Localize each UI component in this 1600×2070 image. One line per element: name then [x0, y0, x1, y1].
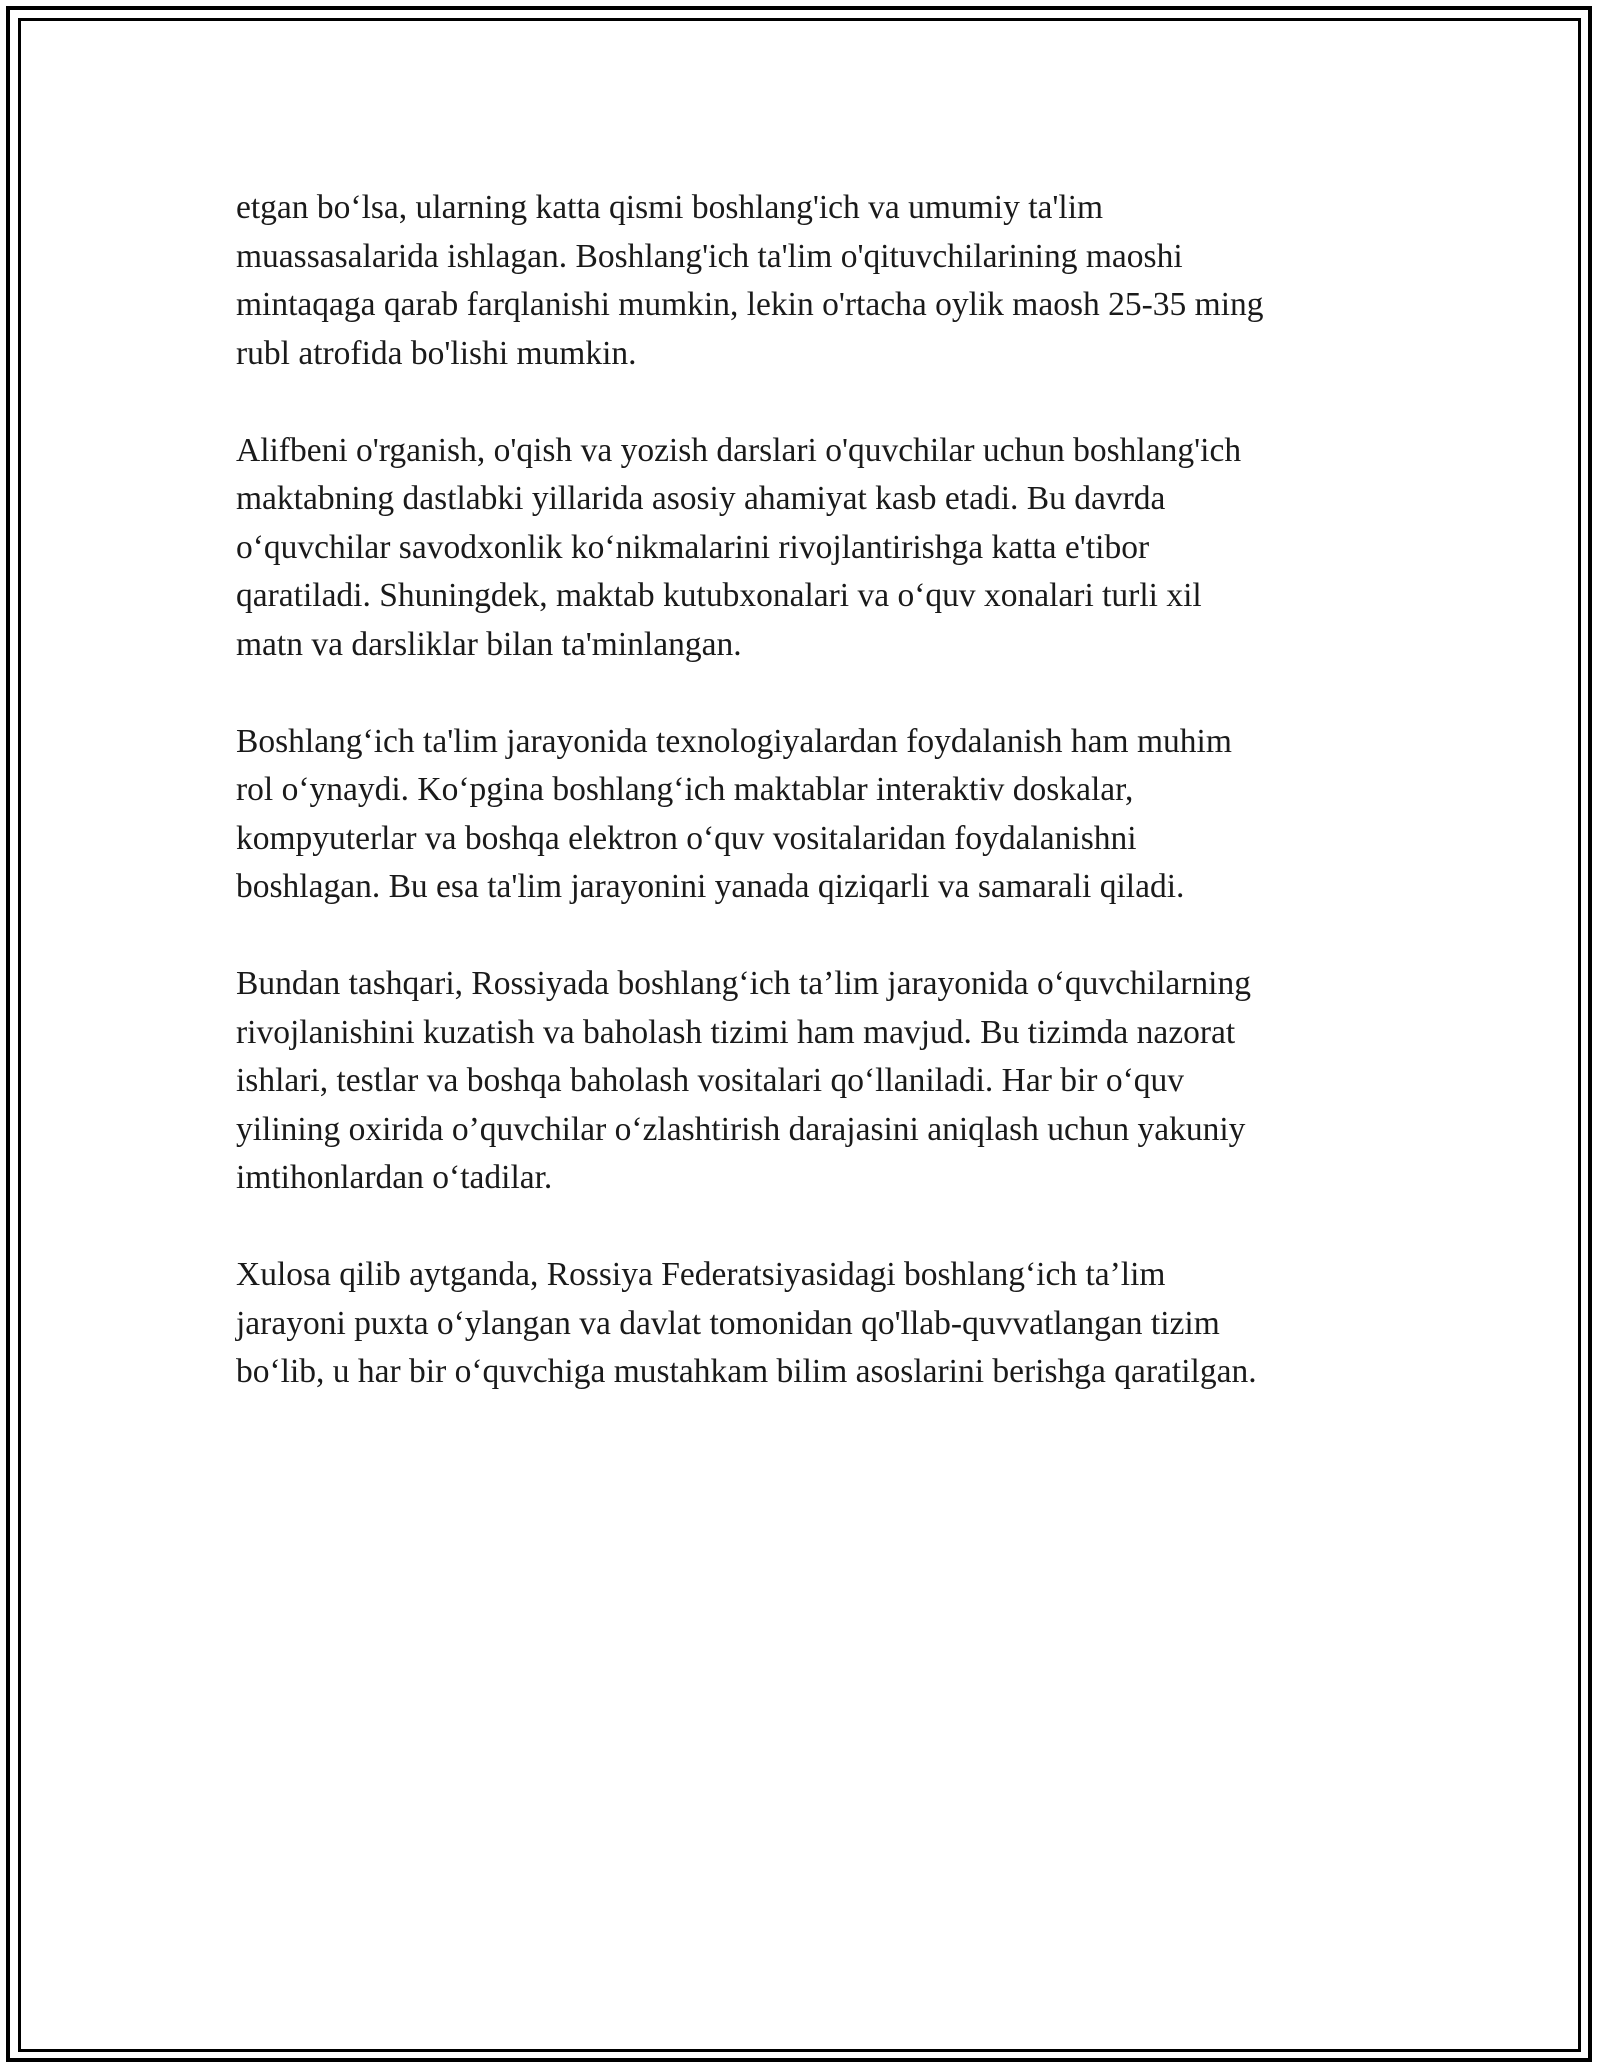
- paragraph-assessment: Bundan tashqari, Rossiyada boshlang‘ich ta’lim jarayonida o‘quvchilarning rivojlanishini kuzatish va baholash tizimi ham mavjud. Bu tizimda nazorat ishlari, testlar va boshqa baholash vositalari qo‘llaniladi. Har bir o‘quv yilining oxirida o’quvchilar o‘zlashtirish darajasini aniqlash uchun yakuniy imtihonlardan o‘tadilar.: [236, 965, 1251, 1196]
- document-body: [236, 184, 1366, 1445]
- paragraph-technology: Boshlang‘ich ta'lim jarayonida texnologiyalardan foydalanish ham muhim rol o‘ynaydi. Ko‘pgina boshlang‘ich maktablar interaktiv doskalar, kompyuterlar va boshqa elektron o‘quv vositalaridan foydalanishni boshlagan. Bu esa ta'lim jarayonini yanada qiziqarli va samarali qiladi.: [236, 722, 1232, 905]
- paragraph-conclusion: Xulosa qilib aytganda, Rossiya Federatsiyasidagi boshlang‘ich ta’lim jarayoni puxta o‘ylangan va davlat tomonidan qo'llab-quvvatlangan tizim bo‘lib, u har bir o‘quvchiga mustahkam bilim asoslarini berishga qaratilgan.: [236, 1256, 1257, 1390]
- paragraph-salary: etgan bo‘lsa, ularning katta qismi boshlang'ich va umumiy ta'lim muassasalarida ishlagan. Boshlang'ich ta'lim o'qituvchilarining maoshi mintaqaga qarab farqlanishi mumkin, lekin o'rtacha oylik maosh 25-35 ming rubl atrofida bo'lishi mumkin.: [236, 189, 1264, 372]
- paragraph-literacy: Alifbeni o'rganish, o'qish va yozish darslari o'quvchilar uchun boshlang'ich maktabning dastlabki yillarida asosiy ahamiyat kasb etadi. Bu davrda o‘quvchilar savodxonlik ko‘nikmalarini rivojlantirishga katta e'tibor qaratiladi. Shuningdek, maktab kutubxonalari va o‘quv xonalari turli xil matn va darsliklar bilan ta'minlangan.: [236, 431, 1242, 663]
